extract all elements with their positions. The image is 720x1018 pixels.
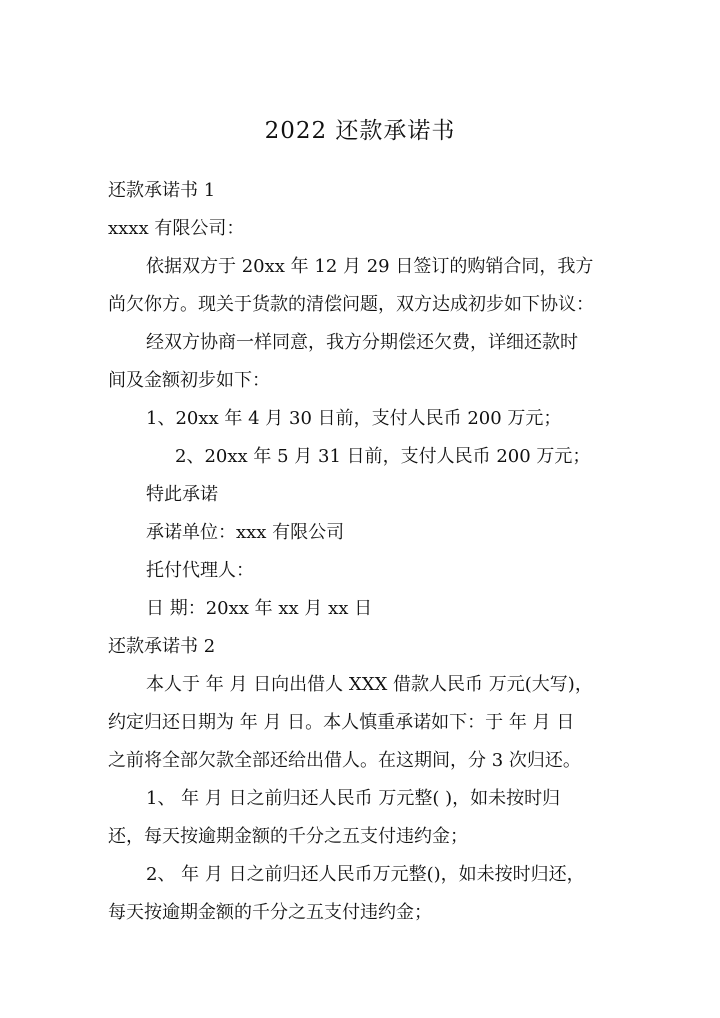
- promising-unit: 承诺单位：xxx 有限公司: [146, 522, 345, 543]
- paragraph-line: 约定归还日期为 年 月 日。本人慎重承诺如下：于 年 月 日: [108, 712, 575, 733]
- paragraph-line: 经双方协商一样同意，我方分期偿还欠费，详细还款时: [146, 332, 578, 353]
- authorized-agent: 托付代理人：: [146, 560, 254, 581]
- document-title: 2022 还款承诺书: [264, 118, 456, 144]
- paragraph-line: 还，每天按逾期金额的千分之五支付违约金；: [108, 826, 468, 847]
- paragraph-line: 之前将全部欠款全部还给出借人。在这期间，分 3 次归还。: [108, 750, 581, 771]
- payment-item-1: 1、20xx 年 4 月 30 日前，支付人民币 200 万元；: [146, 408, 562, 429]
- paragraph-line: 间及金额初步如下：: [108, 370, 270, 391]
- addressee: xxxx 有限公司：: [108, 218, 245, 239]
- paragraph-line: 每天按逾期金额的千分之五支付违约金；: [108, 902, 432, 923]
- paragraph-line: 依据双方于 20xx 年 12 月 29 日签订的购销合同，我方: [146, 256, 594, 277]
- closing-statement: 特此承诺: [146, 484, 218, 505]
- paragraph-line: 本人于 年 月 日向出借人 XXX 借款人民币 万元(大写)，: [146, 674, 593, 695]
- section-heading-1: 还款承诺书 1: [108, 180, 216, 201]
- installment-item-2: 2、 年 月 日之前归还人民币万元整()，如未按时归还，: [146, 864, 585, 885]
- date-line: 日 期：20xx 年 xx 月 xx 日: [146, 598, 373, 619]
- installment-item-1: 1、 年 月 日之前归还人民币 万元整( )，如未按时归: [146, 788, 561, 809]
- section-heading-2: 还款承诺书 2: [108, 636, 216, 657]
- payment-item-2: 2、20xx 年 5 月 31 日前，支付人民币 200 万元；: [175, 446, 591, 467]
- paragraph-line: 尚欠你方。现关于货款的清偿问题，双方达成初步如下协议：: [108, 294, 594, 315]
